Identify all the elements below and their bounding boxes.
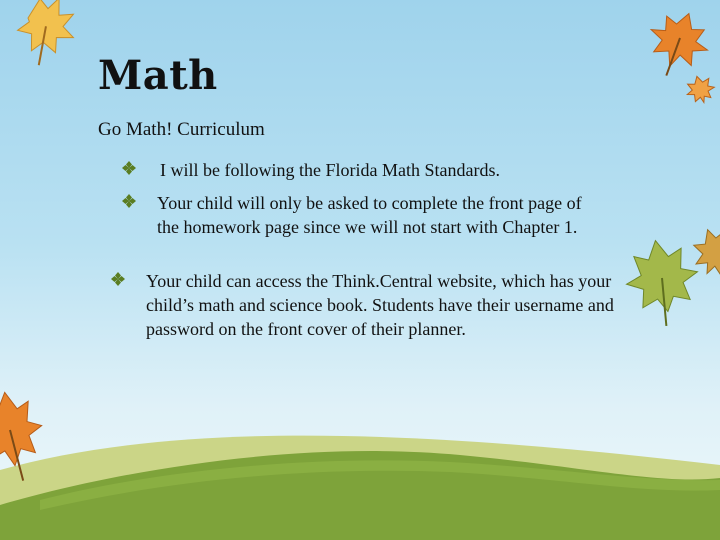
diamond-bullet-icon bbox=[122, 194, 136, 208]
bullet-text: I will be following the Florida Math Standards. bbox=[160, 160, 500, 180]
slide-subtitle: Go Math! Curriculum bbox=[98, 119, 265, 140]
list-item bbox=[111, 269, 631, 341]
slide-title: Math bbox=[98, 52, 218, 99]
bullet-text: Your child can access the Think.Central website, which has your child’s math and science book. Students have their username and password on the front cover of their planner. bbox=[146, 271, 614, 339]
list-item bbox=[122, 158, 642, 182]
list-item bbox=[122, 191, 592, 239]
bullet-text: Your child will only be asked to complete the front page of the homework page since we will not start with Chapter 1. bbox=[157, 193, 582, 237]
diamond-bullet-icon bbox=[111, 272, 125, 286]
diamond-bullet-icon bbox=[122, 161, 136, 175]
